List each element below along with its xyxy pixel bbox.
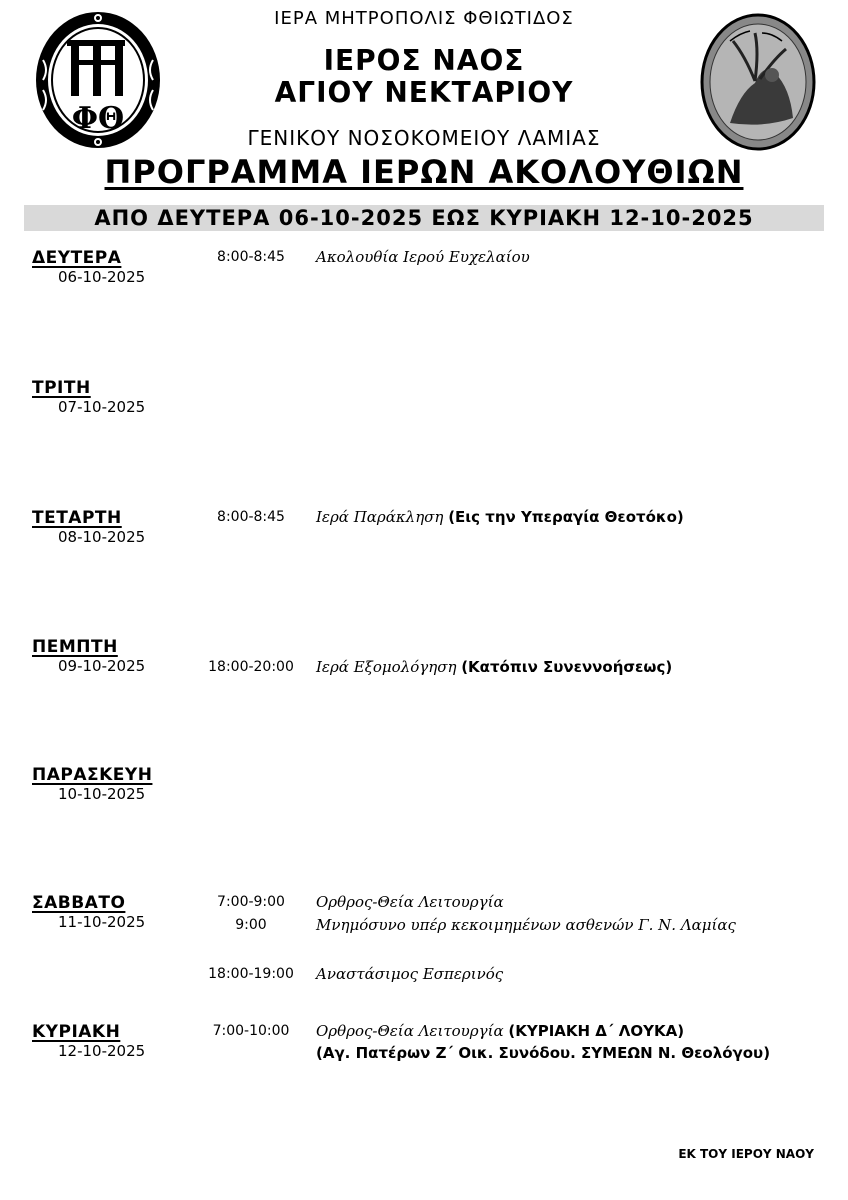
day-name: ΚΥΡΙΑΚΗ: [32, 1022, 121, 1042]
day-date: 10-10-2025: [58, 785, 146, 803]
day-date: 08-10-2025: [58, 528, 146, 546]
service-time: 8:00-8:45: [217, 509, 285, 525]
day-saturday: [32, 893, 832, 993]
service-time: 18:00-20:00: [208, 659, 294, 675]
service-description: Μνημόσυνο υπέρ κεκοιμημένων ασθενών Γ. Ν. Λαμίας: [316, 916, 736, 934]
day-sunday: [32, 1022, 832, 1072]
service-time: 7:00-10:00: [212, 1023, 290, 1039]
service-time: 7:00-9:00: [217, 894, 285, 910]
service-description-continuation: (Αγ. Πατέρων Ζ΄ Οικ. Συνόδου. ΣΥΜΕΩΝ Ν. Θεολόγου): [316, 1044, 771, 1062]
day-tuesday: [32, 378, 832, 428]
service-time: 9:00: [235, 917, 267, 933]
service-description: Ορθρος-Θεία Λειτουργία (ΚΥΡΙΑΚΗ Δ΄ ΛΟΥΚΑ): [316, 1022, 685, 1040]
day-date: 07-10-2025: [58, 398, 146, 416]
service-time: 18:00-19:00: [208, 966, 294, 982]
program-title: ΠΡΟΓΡΑΜΜΑ ΙΕΡΩΝ ΑΚΟΛΟΥΘΙΩΝ: [104, 153, 744, 191]
day-friday: [32, 765, 832, 815]
day-wednesday: [32, 508, 832, 558]
hospital-name: ΓΕΝΙΚΟΥ ΝΟΣΟΚΟΜΕΙΟΥ ΛΑΜΙΑΣ: [247, 126, 601, 150]
day-name: ΠΑΡΑΣΚΕΥΗ: [32, 765, 153, 785]
week-range-bar: ΑΠΟ ΔΕΥΤΕΡΑ 06-10-2025 ΕΩΣ ΚΥΡΙΑΚΗ 12-10-2025: [24, 205, 824, 231]
footer-signature: ΕΚ ΤΟΥ ΙΕΡΟΥ ΝΑΟΥ: [678, 1147, 814, 1161]
church-name-line-1: ΙΕΡΟΣ ΝΑΟΣ: [323, 44, 525, 77]
day-monday: [32, 248, 832, 308]
day-name: ΤΡΙΤΗ: [32, 378, 91, 398]
svg-text:ΦΘ: ΦΘ: [71, 101, 125, 136]
day-thursday: [32, 637, 832, 687]
day-date: 11-10-2025: [58, 913, 146, 931]
service-description: Ιερά Παράκληση (Εις την Υπεραγία Θεοτόκο): [316, 508, 684, 526]
service-description: Ορθρος-Θεία Λειτουργία: [316, 893, 504, 911]
church-name-line-2: ΑΓΙΟΥ ΝΕΚΤΑΡΙΟΥ: [274, 76, 574, 109]
service-description: Ακολουθία Ιερού Ευχελαίου: [316, 248, 530, 266]
service-description: Ιερά Εξομολόγηση (Κατόπιν Συνεννοήσεως): [316, 658, 673, 676]
day-name: ΠΕΜΠΤΗ: [32, 637, 118, 657]
day-name: ΤΕΤΑΡΤΗ: [32, 508, 122, 528]
day-date: 06-10-2025: [58, 268, 146, 286]
day-name: ΔΕΥΤΕΡΑ: [32, 248, 122, 268]
service-time: 8:00-8:45: [217, 249, 285, 265]
metropolis-name: ΙΕΡΑ ΜΗΤΡΟΠΟΛΙΣ ΦΘΙΩΤΙΔΟΣ: [274, 8, 574, 29]
day-date: 09-10-2025: [58, 657, 146, 675]
day-date: 12-10-2025: [58, 1042, 146, 1060]
service-description: Αναστάσιμος Εσπερινός: [316, 965, 504, 983]
day-name: ΣΑΒΒΑΤΟ: [32, 893, 126, 913]
